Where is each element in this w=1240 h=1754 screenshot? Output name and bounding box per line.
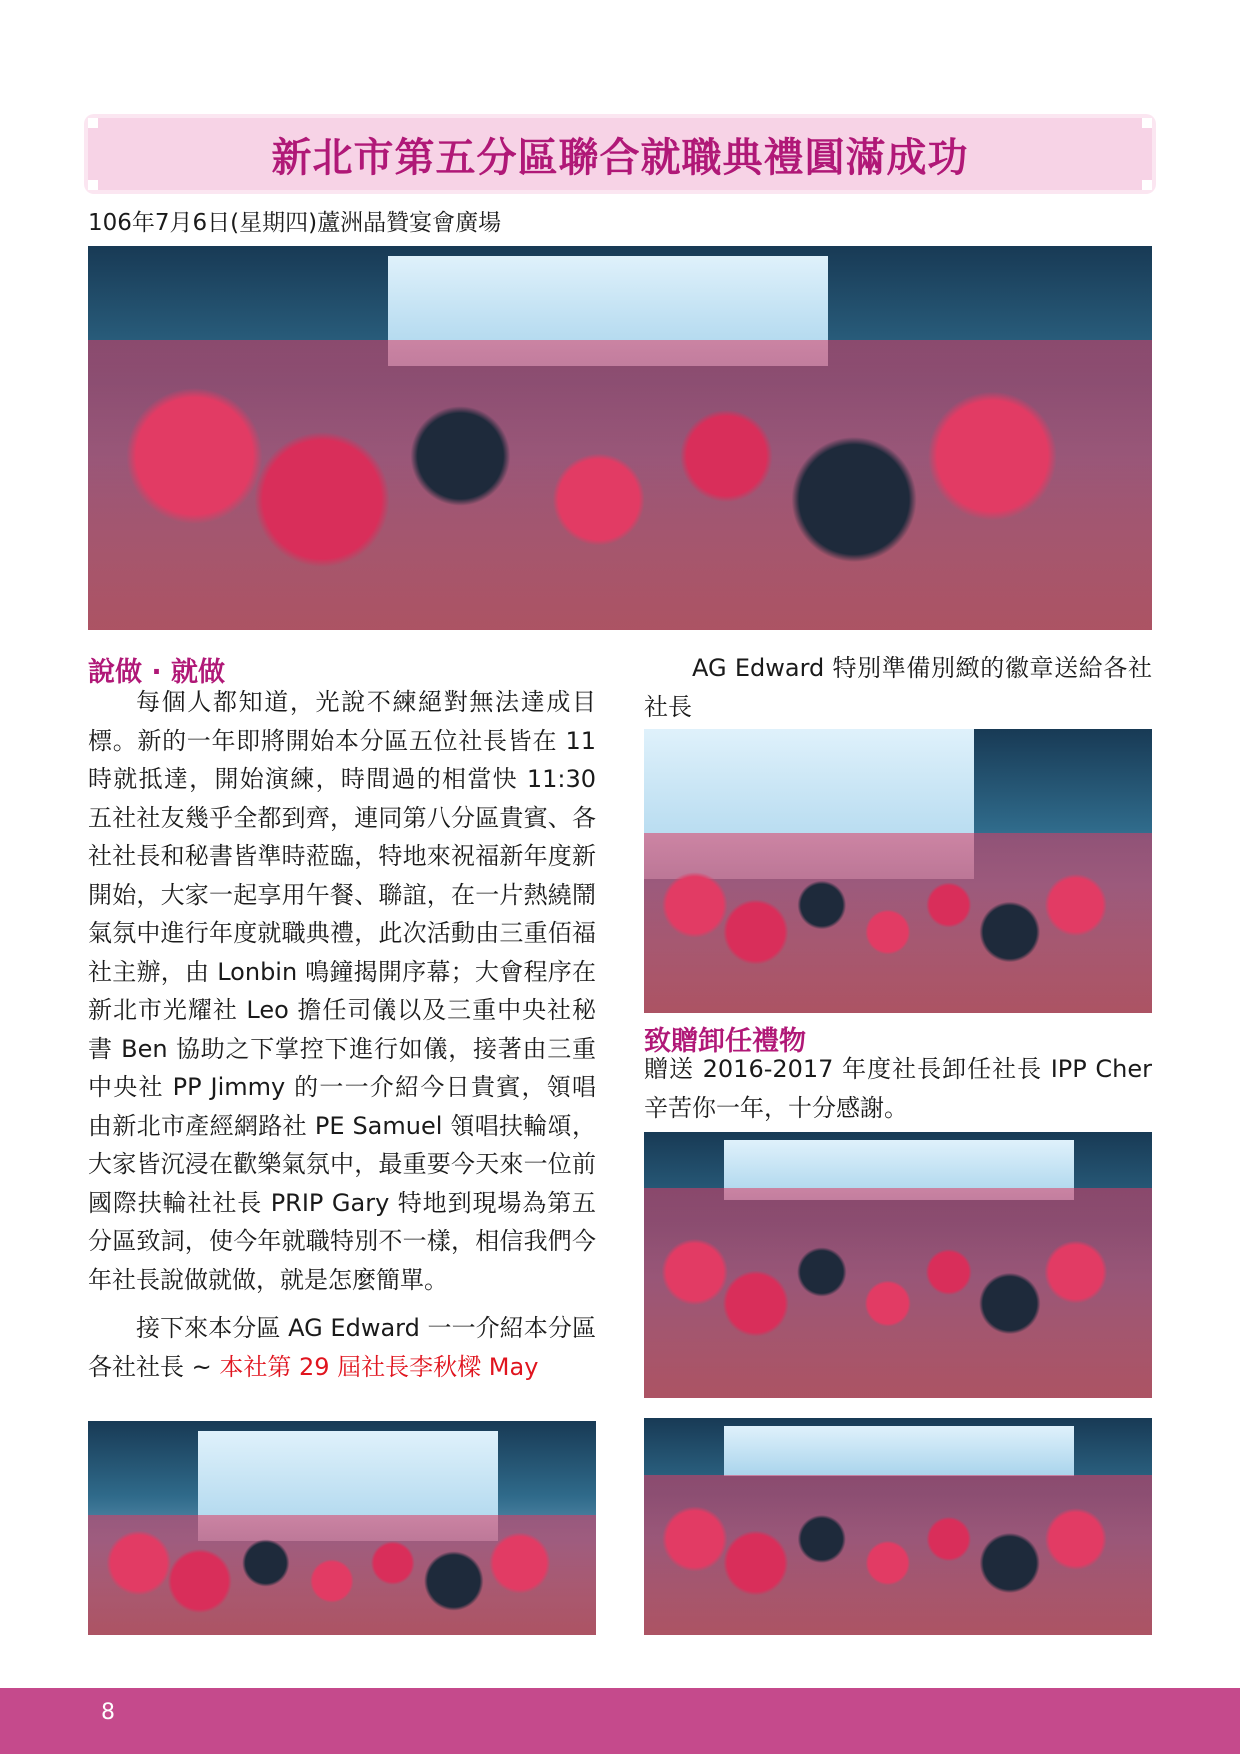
caption-text: AG Edward 特別準備別緻的徽章送給各社社長 [644,654,1152,721]
president-highlight: 本社第 29 屆社長李秋樑 May [219,1352,539,1381]
article-paragraph-2 [88,1309,596,1386]
photo-group-certificates [644,1418,1152,1635]
photo-people [644,833,1152,1013]
banner-corner [1142,118,1152,128]
page-number: 8 [101,1700,115,1725]
article-body [88,683,596,1386]
gift-description [644,1050,1152,1127]
page-title: 新北市第五分區聯合就職典禮圓滿成功 [271,134,969,181]
group-photo-main [88,246,1152,630]
photo-backdrop [724,1426,1074,1476]
photo-president-intro [88,1421,596,1635]
event-dateline: 106年7月6日(星期四)蘆洲晶贊宴會廣場 [88,210,502,236]
banner-corner [88,118,98,128]
title-banner [88,118,1152,190]
section-heading-talk-do: 說做 · 就做 [88,657,226,688]
article-paragraph: 每個人都知道，光說不練絕對無法達成目標。新的一年即將開始本分區五位社長皆在 11 時就抵達，開始演練，時間過的相當快 11:30 五社社友幾乎全都到齊，連同第八分區貴賓、各社社長和秘書皆準時蒞臨，特地來祝福新年度新開始，大家一起享用午餐、聯誼，在一片熱繞鬧氣氛中進行年度就職典禮，此次活動由三重佰福社主辦，由 Lonbin 鳴鐘揭開序幕；大會程序在新北市光耀社 Leo 擔任司儀以及三重中央社秘書 Ben 協助之下掌控下進行如儀，接著由三重中央社 PP Jimmy 的一一介紹今日貴賓，領唱由新北市產經網路社 PE Samuel 領唱扶輪頌，大家皆沉浸在歡樂氣氛中，最重要今天來一位前國際扶輪社社長 PRIP Gary 特地到現場為第五分區致詞，使今年就職特別不一樣，相信我們今年社長說做就做，就是怎麼簡單。 [88,688,596,1294]
photo-people [88,340,1152,630]
photo-people [644,1188,1152,1398]
paragraph-text: 接下來本分區 AG Edward 一一介紹本分區各社社長 ~ [88,1314,596,1381]
photo-gift [644,1132,1152,1398]
photo-people [644,1475,1152,1635]
caption-badges [644,649,1152,726]
photo-people [88,1515,596,1635]
section-heading-gift: 致贈卸任禮物 [644,1026,806,1057]
banner-corner [1142,180,1152,190]
photo-badges [644,729,1152,1013]
banner-corner [88,180,98,190]
footer-bar [0,1688,1240,1754]
gift-text: 贈送 2016-2017 年度社長卸任社長 IPP Cher 辛苦你一年，十分感謝。 [644,1055,1152,1122]
